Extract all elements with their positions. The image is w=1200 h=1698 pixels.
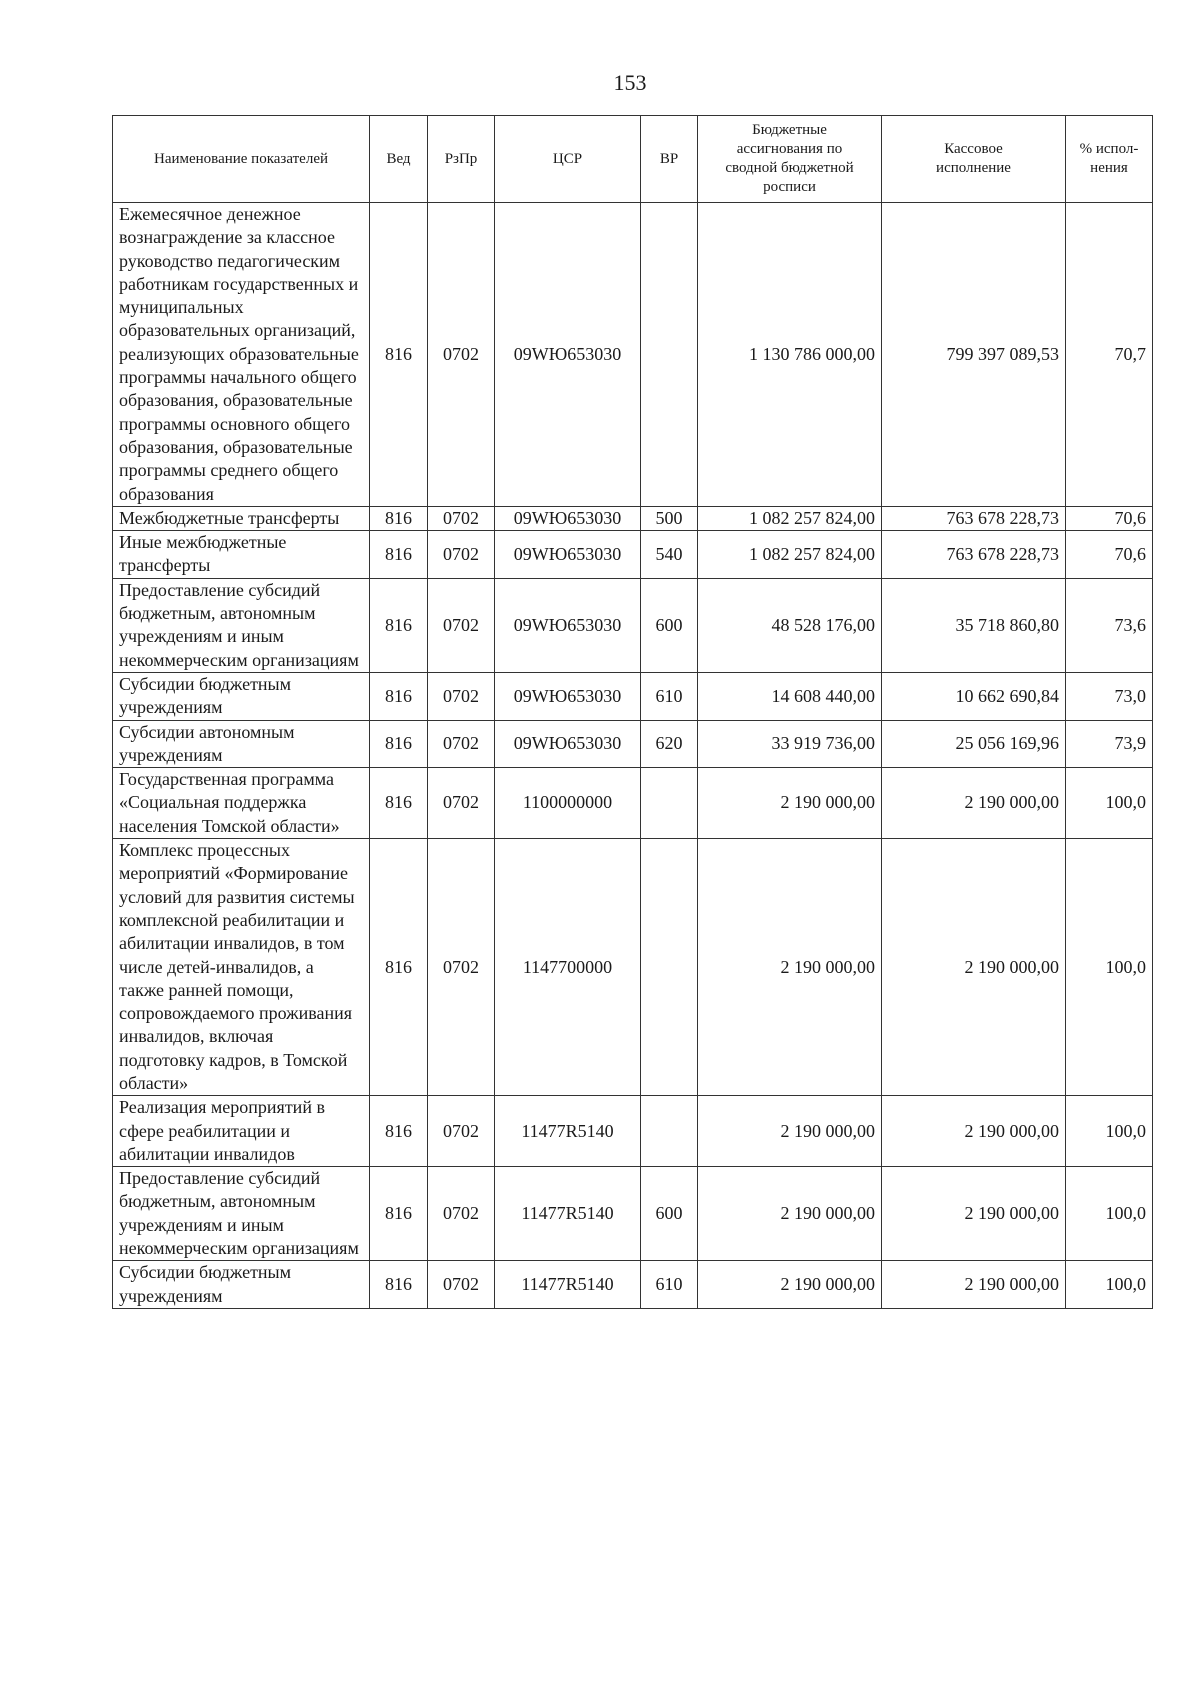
row-allocations: 1 082 257 824,00 <box>698 506 882 530</box>
row-rzpr: 0702 <box>428 672 495 720</box>
header-ved: Вед <box>370 116 428 203</box>
row-name: Предоставление субсидий бюджетным, автономным учреждениям и иным некоммерческим организациям <box>113 1167 370 1261</box>
row-rzpr: 0702 <box>428 839 495 1096</box>
header-rzpr: РзПр <box>428 116 495 203</box>
row-allocations: 14 608 440,00 <box>698 672 882 720</box>
header-name: Наименование показателей <box>113 116 370 203</box>
row-rzpr: 0702 <box>428 203 495 507</box>
row-cash: 2 190 000,00 <box>882 1096 1066 1167</box>
row-name: Предоставление субсидий бюджетным, автономным учреждениям и иным некоммерческим организациям <box>113 578 370 672</box>
row-cash: 2 190 000,00 <box>882 1167 1066 1261</box>
row-csr: 09WЮ653030 <box>495 672 641 720</box>
table-row <box>113 839 1153 1096</box>
row-ved: 816 <box>370 578 428 672</box>
header-cash: Кассовое исполнение <box>882 116 1066 203</box>
row-allocations: 2 190 000,00 <box>698 1167 882 1261</box>
row-allocations: 1 082 257 824,00 <box>698 531 882 579</box>
row-percent: 100,0 <box>1066 768 1153 839</box>
row-rzpr: 0702 <box>428 1167 495 1261</box>
row-ved: 816 <box>370 1167 428 1261</box>
row-ved: 816 <box>370 506 428 530</box>
row-name: Иные межбюджетные трансферты <box>113 531 370 579</box>
row-allocations: 1 130 786 000,00 <box>698 203 882 507</box>
row-rzpr: 0702 <box>428 1096 495 1167</box>
header-percent: % испол-нения <box>1066 116 1153 203</box>
row-cash: 2 190 000,00 <box>882 768 1066 839</box>
row-ved: 816 <box>370 531 428 579</box>
row-percent: 73,9 <box>1066 720 1153 768</box>
row-ved: 816 <box>370 720 428 768</box>
row-csr: 09WЮ653030 <box>495 578 641 672</box>
row-cash: 2 190 000,00 <box>882 839 1066 1096</box>
row-name: Комплекс процессных мероприятий «Формирование условий для развития системы комплексной реабилитации и абилитации инвалидов, в том числе детей-инвалидов, а также ранней помощи, сопровождаемого проживания инвалидов, включая подготовку кадров, в Томской области» <box>113 839 370 1096</box>
row-vr <box>641 839 698 1096</box>
row-ved: 816 <box>370 203 428 507</box>
row-allocations: 33 919 736,00 <box>698 720 882 768</box>
row-percent: 100,0 <box>1066 1167 1153 1261</box>
row-vr <box>641 203 698 507</box>
table-row <box>113 1167 1153 1261</box>
row-vr <box>641 768 698 839</box>
row-csr: 11477R5140 <box>495 1261 641 1309</box>
row-cash: 35 718 860,80 <box>882 578 1066 672</box>
row-name: Субсидии бюджетным учреждениям <box>113 672 370 720</box>
table-row <box>113 203 1153 507</box>
row-name: Межбюджетные трансферты <box>113 506 370 530</box>
row-vr: 610 <box>641 1261 698 1309</box>
row-name: Государственная программа «Социальная поддержка населения Томской области» <box>113 768 370 839</box>
row-csr: 09WЮ653030 <box>495 203 641 507</box>
row-csr: 09WЮ653030 <box>495 506 641 530</box>
row-vr: 600 <box>641 1167 698 1261</box>
row-percent: 73,0 <box>1066 672 1153 720</box>
row-allocations: 2 190 000,00 <box>698 1261 882 1309</box>
row-csr: 1100000000 <box>495 768 641 839</box>
table-row <box>113 672 1153 720</box>
row-ved: 816 <box>370 839 428 1096</box>
row-allocations: 48 528 176,00 <box>698 578 882 672</box>
row-percent: 73,6 <box>1066 578 1153 672</box>
table-row <box>113 720 1153 768</box>
row-rzpr: 0702 <box>428 768 495 839</box>
row-cash: 2 190 000,00 <box>882 1261 1066 1309</box>
row-allocations: 2 190 000,00 <box>698 768 882 839</box>
row-percent: 100,0 <box>1066 1261 1153 1309</box>
row-csr: 11477R5140 <box>495 1096 641 1167</box>
row-percent: 70,6 <box>1066 506 1153 530</box>
row-cash: 763 678 228,73 <box>882 506 1066 530</box>
table-row <box>113 1096 1153 1167</box>
header-vr: ВР <box>641 116 698 203</box>
row-vr: 610 <box>641 672 698 720</box>
row-vr <box>641 1096 698 1167</box>
header-allocations: Бюджетные ассигнования по сводной бюджетной росписи <box>698 116 882 203</box>
table-row <box>113 578 1153 672</box>
row-csr: 1147700000 <box>495 839 641 1096</box>
table-row <box>113 1261 1153 1309</box>
row-name: Ежемесячное денежное вознаграждение за классное руководство педагогическим работникам государственных и муниципальных образовательных организаций, реализующих образовательные программы начального общего образования, образовательные программы основного общего образования, образовательные программы среднего общего образования <box>113 203 370 507</box>
table-row <box>113 506 1153 530</box>
row-cash: 763 678 228,73 <box>882 531 1066 579</box>
header-csr: ЦСР <box>495 116 641 203</box>
row-cash: 10 662 690,84 <box>882 672 1066 720</box>
row-rzpr: 0702 <box>428 578 495 672</box>
row-cash: 25 056 169,96 <box>882 720 1066 768</box>
page-number: 153 <box>613 70 647 95</box>
row-ved: 816 <box>370 672 428 720</box>
row-rzpr: 0702 <box>428 720 495 768</box>
row-cash: 799 397 089,53 <box>882 203 1066 507</box>
row-rzpr: 0702 <box>428 1261 495 1309</box>
row-rzpr: 0702 <box>428 531 495 579</box>
row-csr: 09WЮ653030 <box>495 531 641 579</box>
row-ved: 816 <box>370 768 428 839</box>
row-vr: 620 <box>641 720 698 768</box>
budget-execution-table <box>112 115 1153 1309</box>
row-vr: 540 <box>641 531 698 579</box>
row-csr: 09WЮ653030 <box>495 720 641 768</box>
row-vr: 500 <box>641 506 698 530</box>
row-name: Реализация мероприятий в сфере реабилитации и абилитации инвалидов <box>113 1096 370 1167</box>
table-row <box>113 531 1153 579</box>
row-allocations: 2 190 000,00 <box>698 1096 882 1167</box>
row-percent: 70,6 <box>1066 531 1153 579</box>
row-name: Субсидии автономным учреждениям <box>113 720 370 768</box>
row-csr: 11477R5140 <box>495 1167 641 1261</box>
row-rzpr: 0702 <box>428 506 495 530</box>
row-name: Субсидии бюджетным учреждениям <box>113 1261 370 1309</box>
row-percent: 70,7 <box>1066 203 1153 507</box>
row-percent: 100,0 <box>1066 839 1153 1096</box>
row-percent: 100,0 <box>1066 1096 1153 1167</box>
row-ved: 816 <box>370 1261 428 1309</box>
row-ved: 816 <box>370 1096 428 1167</box>
header-row <box>113 116 1153 203</box>
row-vr: 600 <box>641 578 698 672</box>
row-allocations: 2 190 000,00 <box>698 839 882 1096</box>
table-row <box>113 768 1153 839</box>
